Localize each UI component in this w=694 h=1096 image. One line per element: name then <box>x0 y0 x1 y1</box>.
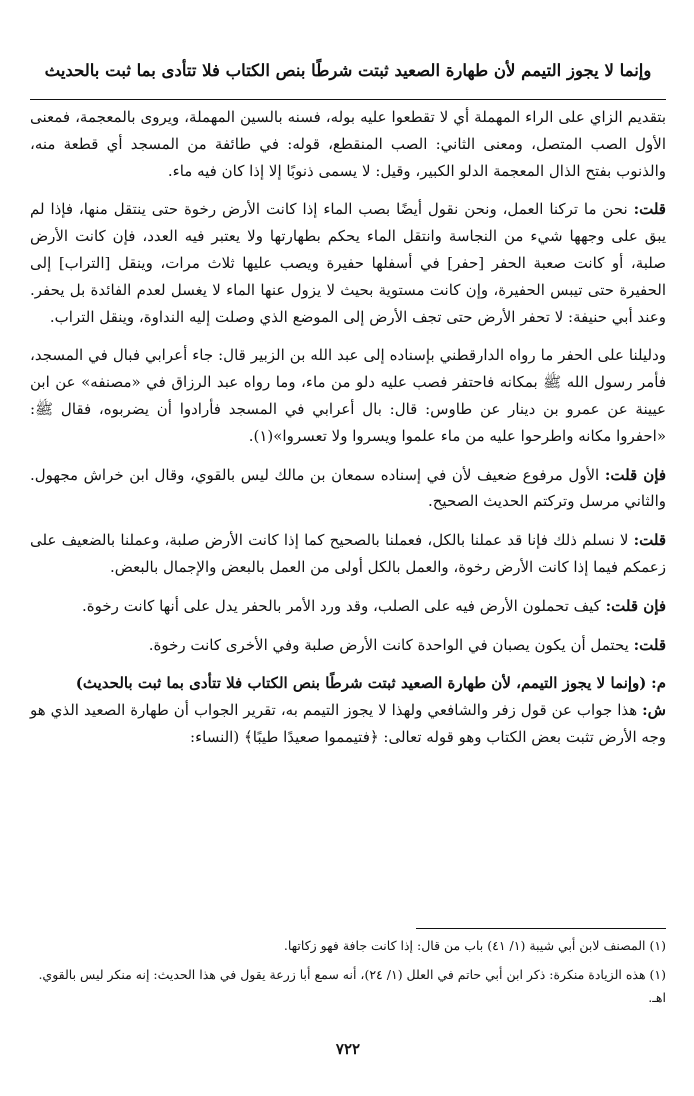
paragraph-text: الأول مرفوع ضعيف لأن في إسناده سمعان بن مالك ليس بالقوي، وقال ابن خراش مجهول. والثاني مرسل وتركتم الحديث الصحيح. <box>30 465 666 511</box>
footnote: (١) هذه الزيادة منكرة: ذكر ابن أبي حاتم في العلل (١/ ٢٤)، أنه سمع أبا زرعة يقول في هذا الحديث: إنه منكر ليس بالقوي. اهـ. <box>38 967 666 1005</box>
running-header: وإنما لا يجوز التيمم لأن طهارة الصعيد ثبتت شرطًا بنص الكتاب فلا تتأدى بما ثبت بالحديث <box>44 61 652 80</box>
paragraph-text: ودليلنا على الحفر ما رواه الدارقطني بإسناده إلى عبد الله بن الزبير قال: جاء أعرابي فبال في المسجد، فأمر رسول الله ﷺ بمكانه فاحتفر فصب عليه دلو من ماء، وما رواه عبد الرزاق في «مصنفه» عن ابن عيينة عن عمرو بن دينار عن طاوس: قال: بال أعرابي في المسجد فأرادوا أن يضربوه، فقال ﷺ: «احفروا مكانه واطرحوا عليه من ماء علموا ويسروا ولا تعسروا»(١). <box>30 346 666 445</box>
main-text <box>30 104 666 763</box>
paragraph-text: كيف تحملون الأرض فيه على الصلب، وقد ورد الأمر بالحفر يدل على أنها كانت رخوة. <box>82 596 601 615</box>
paragraph <box>30 104 666 184</box>
sharh-paragraph <box>30 697 666 751</box>
header-divider <box>30 99 666 100</box>
page-number: ٧٢٢ <box>335 1040 361 1058</box>
paragraph <box>30 527 666 581</box>
sharh-text: هذا جواب عن قول زفر والشافعي ولهذا لا يجوز التيمم به، تقرير الجواب أن طهارة الصعيد الذي هو وجه الأرض تثبت بعض الكتاب وهو قوله تعالى: ﴿فتيمموا صعيدًا طيبًا﴾ (النساء: <box>30 701 666 746</box>
paragraph <box>30 632 666 659</box>
footnote-divider <box>416 928 666 929</box>
paragraph <box>30 342 666 449</box>
paragraph <box>30 196 666 330</box>
paragraph-text: بتقديم الزاي على الراء المهملة أي لا تقطعوا عليه بوله، فسنه بالسين المهملة، ويروى بالمعجمة، فمعنى الأول الصب المتصل، ومعنى الثاني: الصب المنقطع، قوله: في طائفة من المسجد أي قطعة منه، والذنوب بفتح الذال المعجمة الدلو الكبير، وقيل: لا يسمى ذنوبًا إلا إذا كان فيه ماء. <box>30 108 666 180</box>
matn-paragraph <box>30 670 666 697</box>
paragraph-text: لا نسلم ذلك فإنا قد عملنا بالكل، فعملنا بالصحيح كما إذا كانت الأرض صلبة، وعملنا بالضعيف على زعمكم فيما إذا كانت الأرض رخوة، والعمل بالكل أولى من العمل بالبعض والإجمال بالبعض. <box>30 531 666 576</box>
paragraph-lead: قلت: <box>633 635 666 654</box>
paragraph <box>30 593 666 620</box>
matn-text: (وإنما لا يجوز التيمم، لأن طهارة الصعيد ثبتت شرطًا بنص الكتاب فلا تتأدى بما ثبت بالحديث) <box>75 674 647 693</box>
matn-lead: م: <box>651 674 666 693</box>
sharh-lead: ش: <box>642 701 666 720</box>
paragraph-lead: قلت: <box>633 200 666 219</box>
paragraph-lead: فإن قلت: <box>605 596 666 615</box>
paragraph <box>30 462 666 516</box>
paragraph-lead: قلت: <box>633 531 666 550</box>
paragraph-text: يحتمل أن يكون يصبان في الواحدة كانت الأرض صلبة وفي الأخرى كانت رخوة. <box>148 635 629 654</box>
paragraph-text: نحن ما تركنا العمل، ونحن نقول أيضًا بصب الماء إذا كانت الأرض رخوة حتى ينتقل منها، فإذا لم يبق على وجهها شيء من النجاسة وانتقل الماء يحكم بطهارتها ولا يعتبر فيه العدد، فإن كانت الأرض صلبة، أو كانت صعبة الحفر [حفر] في أسفلها حفيرة ويصب عليها ثلاث مرات، وينقل [التراب] إلى الحفيرة حتى تيبس الحفيرة، وإن كانت مستوية بحيث لا يزول عنها الماء لا يغسل لعدم الفائدة بل يحفر. وعند أبي حنيفة: لا تحفر الأرض حتى تجف الأرض إلى الموضع الذي وصلت إليه النداوة، وينقل التراب. <box>30 200 666 326</box>
footnotes <box>30 934 666 1015</box>
paragraph-lead: فإن قلت: <box>604 465 666 484</box>
page <box>30 0 666 1096</box>
footnote: (١) المصنف لابن أبي شيبة (١/ ٤١) باب من قال: إذا كانت جافة فهو زكاتها. <box>283 938 666 953</box>
